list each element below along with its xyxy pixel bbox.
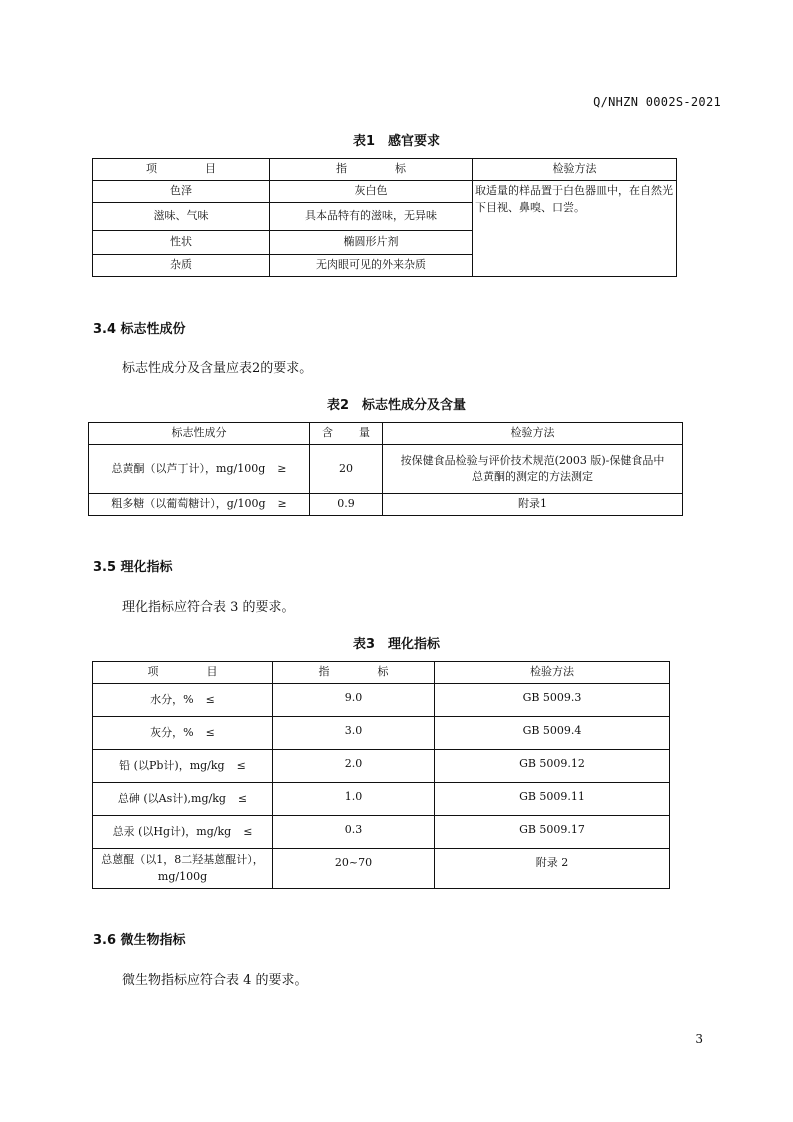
table3-header-index: 指 标 — [273, 662, 435, 684]
table2-header-content: 含 量 — [310, 423, 383, 445]
table1-item: 性状 — [93, 231, 270, 255]
table2-method: 按保健食品检验与评价技术规范(2003 版)-保健食品中总黄酮的测定的方法测定 — [383, 445, 683, 494]
table2-method: 附录1 — [383, 494, 683, 516]
table1-header-item: 项 目 — [93, 159, 270, 181]
table3-item: 灰分，% ≤ — [93, 717, 273, 750]
table3-method: GB 5009.17 — [435, 816, 670, 849]
table1-caption: 表1 感官要求 — [352, 134, 441, 149]
section-3-6-paragraph: 微生物指标应符合表 4 的要求。 — [122, 973, 308, 988]
document-code: Q/NHZN 0002S-2021 — [593, 95, 721, 109]
lte-symbol: ≤ — [205, 725, 215, 739]
gte-symbol: ≥ — [277, 461, 287, 475]
table1-method: 取适量的样品置于白色器皿中，在自然光下目视、鼻嗅、口尝。 — [473, 181, 677, 277]
gte-symbol: ≥ — [277, 497, 287, 511]
section-3-5-paragraph: 理化指标应符合表 3 的要求。 — [122, 600, 295, 615]
table3-method: 附录 2 — [435, 849, 670, 889]
table2-header-component: 标志性成分 — [89, 423, 310, 445]
table3-item: 总蒽醌（以1，8二羟基蒽醌计），mg/100g — [93, 849, 273, 889]
table1-item: 杂质 — [93, 255, 270, 277]
table-row — [93, 750, 670, 783]
table-row — [93, 783, 670, 816]
table3-method: GB 5009.4 — [435, 717, 670, 750]
table2-content: 0.9 — [310, 494, 383, 516]
lte-symbol: ≤ — [205, 692, 215, 706]
table3-caption: 表3 理化指标 — [352, 637, 441, 652]
section-3-6-heading: 3.6 微生物指标 — [93, 933, 186, 948]
table3-item: 水分，% ≤ — [93, 684, 273, 717]
table2-header-row — [89, 423, 683, 445]
table-row — [93, 717, 670, 750]
lte-symbol: ≤ — [236, 758, 246, 772]
table3 — [92, 661, 670, 889]
section-3-4-paragraph: 标志性成分及含量应表2的要求。 — [122, 361, 313, 376]
table3-item: 总汞 (以Hg计)，mg/kg ≤ — [93, 816, 273, 849]
table3-index: 3.0 — [273, 717, 435, 750]
table3-index: 20~70 — [273, 849, 435, 889]
table1-index: 无肉眼可见的外来杂质 — [270, 255, 473, 277]
table3-index: 0.3 — [273, 816, 435, 849]
table3-method: GB 5009.11 — [435, 783, 670, 816]
table1-index: 灰白色 — [270, 181, 473, 203]
table2-caption: 表2 标志性成分及含量 — [326, 398, 467, 413]
table-row — [93, 684, 670, 717]
page-number: 3 — [695, 1032, 703, 1046]
table3-method: GB 5009.3 — [435, 684, 670, 717]
table3-header-row — [93, 662, 670, 684]
table3-header-method: 检验方法 — [435, 662, 670, 684]
table3-index: 1.0 — [273, 783, 435, 816]
table2 — [88, 422, 683, 516]
table2-header-method: 检验方法 — [383, 423, 683, 445]
table3-header-item: 项 目 — [93, 662, 273, 684]
table-row — [93, 816, 670, 849]
table-row — [93, 849, 670, 889]
table2-component: 粗多糖（以葡萄糖计），g/100g ≥ — [89, 494, 310, 516]
section-3-4-heading: 3.4 标志性成份 — [93, 322, 186, 337]
table1-item: 滋味、气味 — [93, 203, 270, 231]
table3-item: 铅 (以Pb计)，mg/kg ≤ — [93, 750, 273, 783]
table1-index: 具本品特有的滋味，无异味 — [270, 203, 473, 231]
table3-index: 9.0 — [273, 684, 435, 717]
table3-index: 2.0 — [273, 750, 435, 783]
table1-item: 色泽 — [93, 181, 270, 203]
table3-method: GB 5009.12 — [435, 750, 670, 783]
table3-item: 总砷 (以As计),mg/kg ≤ — [93, 783, 273, 816]
section-3-5-heading: 3.5 理化指标 — [93, 560, 173, 575]
table1-index: 椭圆形片剂 — [270, 231, 473, 255]
table1 — [92, 158, 677, 277]
table2-component: 总黄酮（以芦丁计），mg/100g ≥ — [89, 445, 310, 494]
table1-header-method: 检验方法 — [473, 159, 677, 181]
table1-header-row — [93, 159, 677, 181]
table-row — [93, 181, 677, 203]
lte-symbol: ≤ — [237, 791, 248, 805]
table1-header-index: 指 标 — [270, 159, 473, 181]
table-row — [89, 494, 683, 516]
table2-content: 20 — [310, 445, 383, 494]
lte-symbol: ≤ — [243, 824, 253, 838]
table-row — [89, 445, 683, 494]
